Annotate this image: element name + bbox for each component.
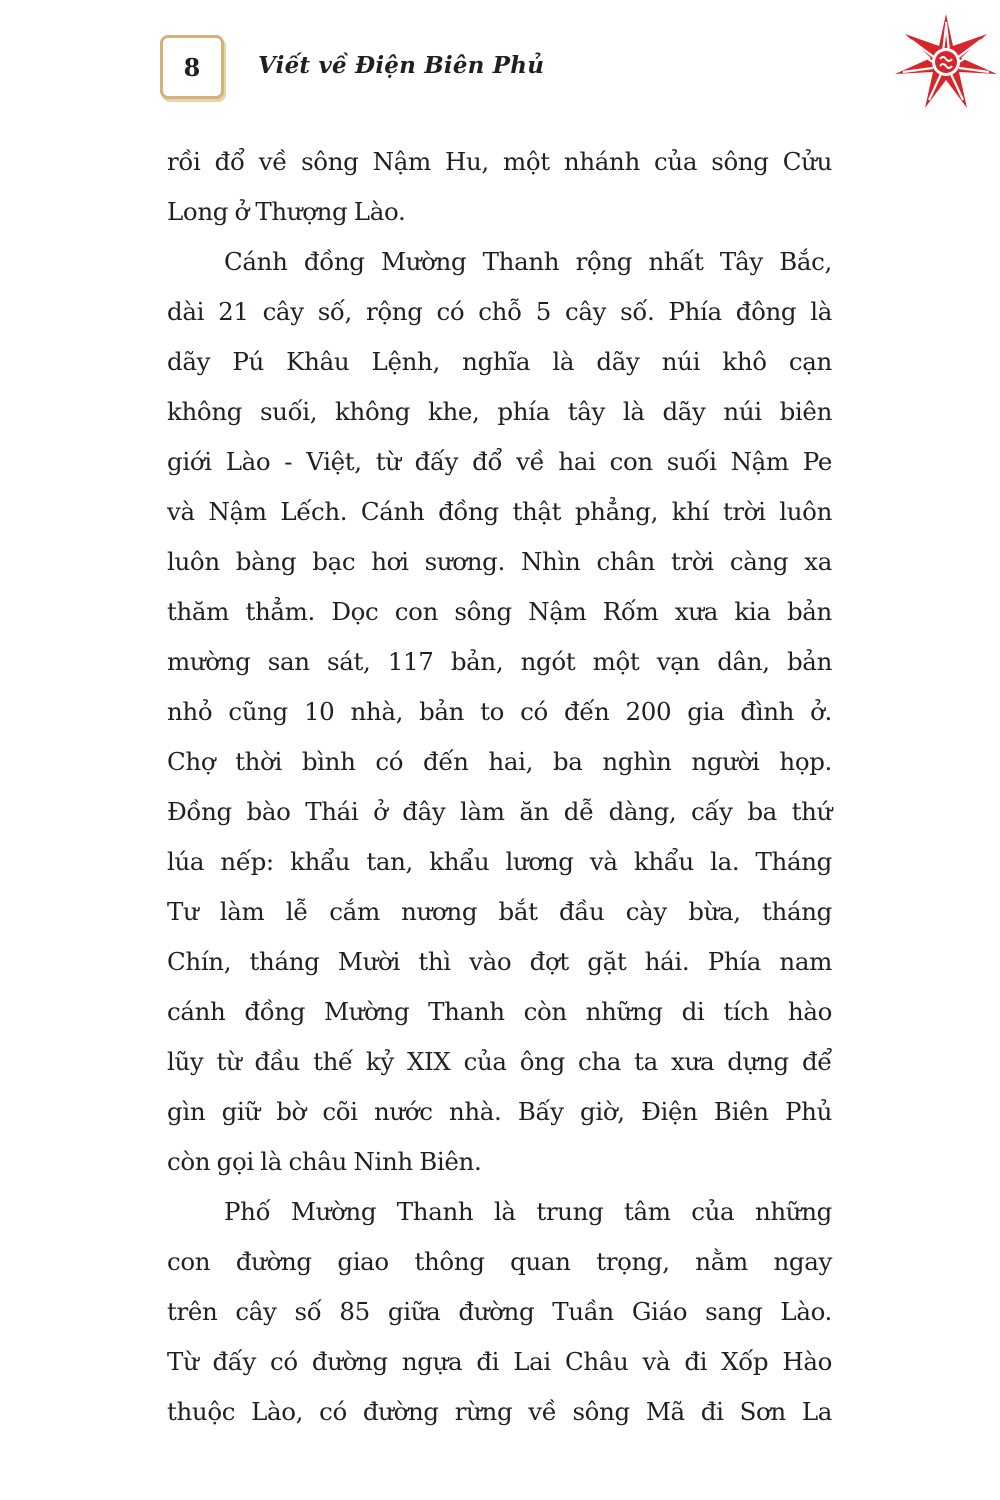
text-line: Đồng bào Thái ở đây làm ăn dễ dàng, cấy ba thứ <box>167 797 832 826</box>
text-line: dài 21 cây số, rộng có chỗ 5 cây số. Phía đông là <box>167 297 832 326</box>
text-line: Chợ thời bình có đến hai, ba nghìn người họp. <box>167 747 832 776</box>
red-star-emblem-icon <box>893 12 999 112</box>
page-number: 8 <box>160 35 224 99</box>
text-line: dãy Pú Khâu Lệnh, nghĩa là dãy núi khô cạn <box>167 347 832 376</box>
text-line: con đường giao thông quan trọng, nằm ngay <box>167 1247 832 1276</box>
text-line: rồi đổ về sông Nậm Hu, một nhánh của sông Cửu <box>167 147 832 176</box>
text-line: lúa nếp: khẩu tan, khẩu lương và khẩu la. Tháng <box>167 847 832 876</box>
text-line: Chín, tháng Mười thì vào đợt gặt hái. Phía nam <box>167 947 832 976</box>
text-line: Long ở Thượng Lào. <box>167 197 406 226</box>
text-line: thuộc Lào, có đường rừng về sông Mã đi Sơn La <box>167 1397 832 1426</box>
text-line: và Nậm Lếch. Cánh đồng thật phẳng, khí trời luôn <box>167 497 832 526</box>
text-line: còn gọi là châu Ninh Biên. <box>167 1147 482 1176</box>
running-title: Viết về Điện Biên Phủ <box>258 52 545 79</box>
text-line: lũy từ đầu thế kỷ XIX của ông cha ta xưa dựng để <box>167 1047 832 1076</box>
text-line: nhỏ cũng 10 nhà, bản to có đến 200 gia đình ở. <box>167 697 832 726</box>
text-line: gìn giữ bờ cõi nước nhà. Bấy giờ, Điện Biên Phủ <box>167 1097 832 1126</box>
text-line: Phố Mường Thanh là trung tâm của những <box>224 1197 832 1226</box>
text-line: thăm thẳm. Dọc con sông Nậm Rốm xưa kia bản <box>167 597 832 626</box>
text-line: giới Lào - Việt, từ đấy đổ về hai con suối Nậm Pe <box>167 447 832 476</box>
text-line: trên cây số 85 giữa đường Tuần Giáo sang Lào. <box>167 1297 832 1326</box>
text-line: Tư làm lễ cắm nương bắt đầu cày bừa, tháng <box>167 897 832 926</box>
body-text <box>167 137 832 1437</box>
text-line: mường san sát, 117 bản, ngót một vạn dân, bản <box>167 647 832 676</box>
text-line: Cánh đồng Mường Thanh rộng nhất Tây Bắc, <box>224 247 832 276</box>
text-line: Từ đấy có đường ngựa đi Lai Châu và đi Xốp Hào <box>167 1347 832 1376</box>
text-line: cánh đồng Mường Thanh còn những di tích hào <box>167 997 832 1026</box>
text-line: luôn bàng bạc hơi sương. Nhìn chân trời càng xa <box>167 547 832 576</box>
text-line: không suối, không khe, phía tây là dãy núi biên <box>167 397 832 426</box>
